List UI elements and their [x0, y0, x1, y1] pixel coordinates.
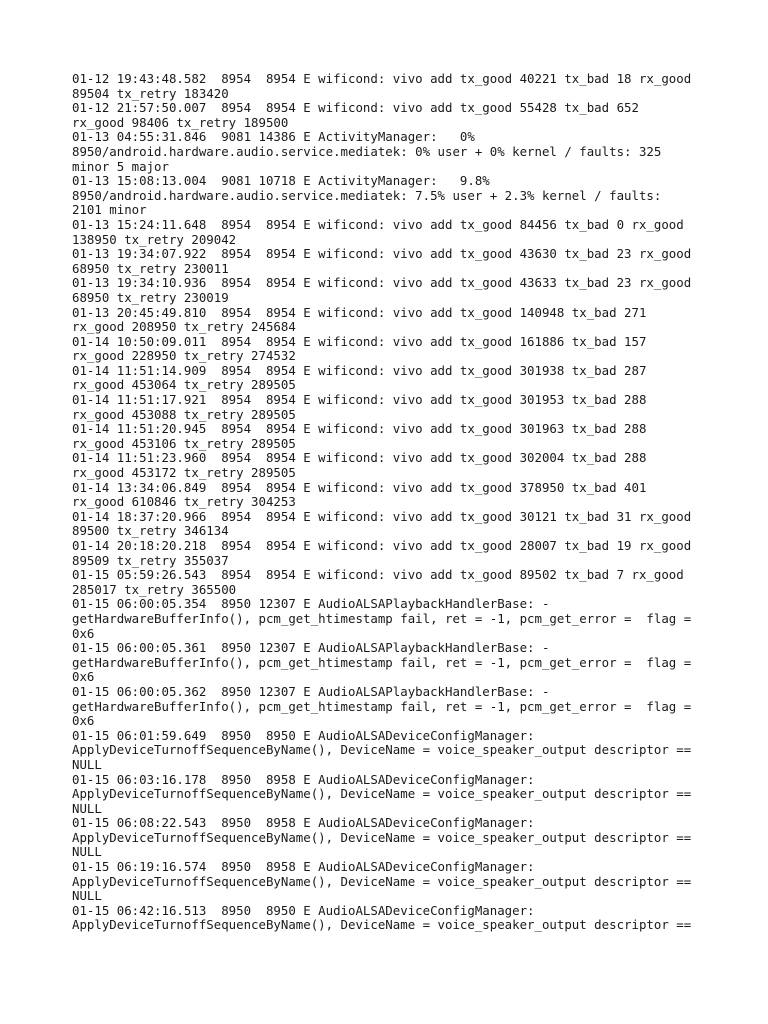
log-line: 89500 tx_retry 346134 — [72, 523, 229, 539]
log-line: 01-15 05:59:26.543 8954 8954 E wificond: vivo add tx_good 89502 tx_bad 7 rx_good — [72, 567, 684, 583]
log-line: 01-12 21:57:50.007 8954 8954 E wificond: vivo add tx_good 55428 tx_bad 652 — [72, 100, 639, 116]
log-line: 8950/android.hardware.audio.service.mediatek: 7.5% user + 2.3% kernel / faults: — [72, 187, 662, 203]
log-line: rx_good 453064 tx_retry 289505 — [72, 377, 296, 393]
log-line: ApplyDeviceTurnoffSequenceByName(), DeviceName = voice_speaker_output descriptor == — [72, 742, 692, 758]
log-line: 0x6 — [72, 713, 95, 729]
log-line: 0x6 — [72, 669, 95, 685]
log-line: 01-13 15:24:11.648 8954 8954 E wificond: vivo add tx_good 84456 tx_bad 0 rx_good — [72, 216, 684, 232]
log-line: rx_good 453106 tx_retry 289505 — [72, 435, 296, 451]
log-line: ApplyDeviceTurnoffSequenceByName(), DeviceName = voice_speaker_output descriptor == — [72, 873, 692, 889]
log-line: 01-14 11:51:17.921 8954 8954 E wificond: vivo add tx_good 301953 tx_bad 288 — [72, 392, 647, 408]
log-line: 01-15 06:42:16.513 8950 8950 E AudioALSADeviceConfigManager: — [72, 902, 535, 918]
log-line: 0x6 — [72, 625, 95, 641]
log-line: 68950 tx_retry 230019 — [72, 289, 229, 305]
log-line: 8950/android.hardware.audio.service.mediatek: 0% user + 0% kernel / faults: 325 — [72, 143, 662, 159]
log-line: 01-14 11:51:14.909 8954 8954 E wificond: vivo add tx_good 301938 tx_bad 287 — [72, 362, 647, 378]
log-line: getHardwareBufferInfo(), pcm_get_htimestamp fail, ret = -1, pcm_get_error = flag = — [72, 610, 692, 626]
log-line: 01-13 20:45:49.810 8954 8954 E wificond: vivo add tx_good 140948 tx_bad 271 — [72, 304, 647, 320]
log-line: 138950 tx_retry 209042 — [72, 231, 237, 247]
log-line: NULL — [72, 888, 102, 904]
log-line: 285017 tx_retry 365500 — [72, 581, 237, 597]
log-line: 2101 minor — [72, 202, 147, 218]
log-text-block — [72, 72, 712, 933]
log-line: 01-14 18:37:20.966 8954 8954 E wificond: vivo add tx_good 30121 tx_bad 31 rx_good — [72, 508, 692, 524]
log-line: 01-15 06:00:05.361 8950 12307 E AudioALSAPlaybackHandlerBase: - — [72, 640, 550, 656]
log-line: rx_good 98406 tx_retry 189500 — [72, 114, 289, 130]
log-line: minor 5 major — [72, 158, 169, 174]
log-line: 68950 tx_retry 230011 — [72, 260, 229, 276]
log-line: NULL — [72, 800, 102, 816]
log-line: 01-14 20:18:20.218 8954 8954 E wificond: vivo add tx_good 28007 tx_bad 19 rx_good — [72, 538, 692, 553]
log-line: 89504 tx_retry 183420 — [72, 85, 229, 101]
log-line: 01-15 06:00:05.362 8950 12307 E AudioALSAPlaybackHandlerBase: - — [72, 683, 550, 699]
log-line: 89509 tx_retry 355037 — [72, 552, 229, 568]
log-line: 01-13 19:34:07.922 8954 8954 E wificond: vivo add tx_good 43630 tx_bad 23 rx_good — [72, 246, 692, 262]
log-line: getHardwareBufferInfo(), pcm_get_htimestamp fail, ret = -1, pcm_get_error = flag = — [72, 654, 692, 670]
log-line: 01-14 11:51:23.960 8954 8954 E wificond: vivo add tx_good 302004 tx_bad 288 — [72, 450, 647, 466]
log-line: 01-12 19:43:48.582 8954 8954 E wificond: vivo add tx_good 40221 tx_bad 18 rx_good — [72, 71, 692, 86]
log-line: 01-13 04:55:31.846 9081 14386 E ActivityManager: 0% — [72, 129, 475, 145]
log-line: 01-14 11:51:20.945 8954 8954 E wificond: vivo add tx_good 301963 tx_bad 288 — [72, 421, 647, 437]
log-line: getHardwareBufferInfo(), pcm_get_htimestamp fail, ret = -1, pcm_get_error = flag = — [72, 698, 692, 714]
log-line: 01-14 10:50:09.011 8954 8954 E wificond: vivo add tx_good 161886 tx_bad 157 — [72, 333, 647, 349]
log-line: rx_good 228950 tx_retry 274532 — [72, 348, 296, 364]
log-line: rx_good 610846 tx_retry 304253 — [72, 494, 296, 510]
log-line: ApplyDeviceTurnoffSequenceByName(), DeviceName = voice_speaker_output descriptor == — [72, 786, 692, 802]
log-line: 01-15 06:08:22.543 8950 8958 E AudioALSADeviceConfigManager: — [72, 815, 535, 831]
log-line: rx_good 208950 tx_retry 245684 — [72, 319, 296, 335]
log-line: 01-15 06:03:16.178 8950 8958 E AudioALSADeviceConfigManager: — [72, 771, 535, 787]
log-line: NULL — [72, 756, 102, 772]
log-line: 01-15 06:00:05.354 8950 12307 E AudioALSAPlaybackHandlerBase: - — [72, 596, 550, 612]
log-line: 01-13 15:08:13.004 9081 10718 E ActivityManager: 9.8% — [72, 173, 490, 189]
log-line: 01-15 06:01:59.649 8950 8950 E AudioALSADeviceConfigManager: — [72, 727, 535, 743]
log-line: rx_good 453172 tx_retry 289505 — [72, 465, 296, 481]
log-line: 01-15 06:19:16.574 8950 8958 E AudioALSADeviceConfigManager: — [72, 859, 535, 875]
log-line: ApplyDeviceTurnoffSequenceByName(), DeviceName = voice_speaker_output descriptor == — [72, 917, 692, 933]
log-line: 01-13 19:34:10.936 8954 8954 E wificond: vivo add tx_good 43633 tx_bad 23 rx_good — [72, 275, 692, 291]
log-line: rx_good 453088 tx_retry 289505 — [72, 406, 296, 422]
log-line: NULL — [72, 844, 102, 860]
log-line: 01-14 13:34:06.849 8954 8954 E wificond: vivo add tx_good 378950 tx_bad 401 — [72, 479, 647, 495]
log-line: ApplyDeviceTurnoffSequenceByName(), DeviceName = voice_speaker_output descriptor == — [72, 829, 692, 845]
